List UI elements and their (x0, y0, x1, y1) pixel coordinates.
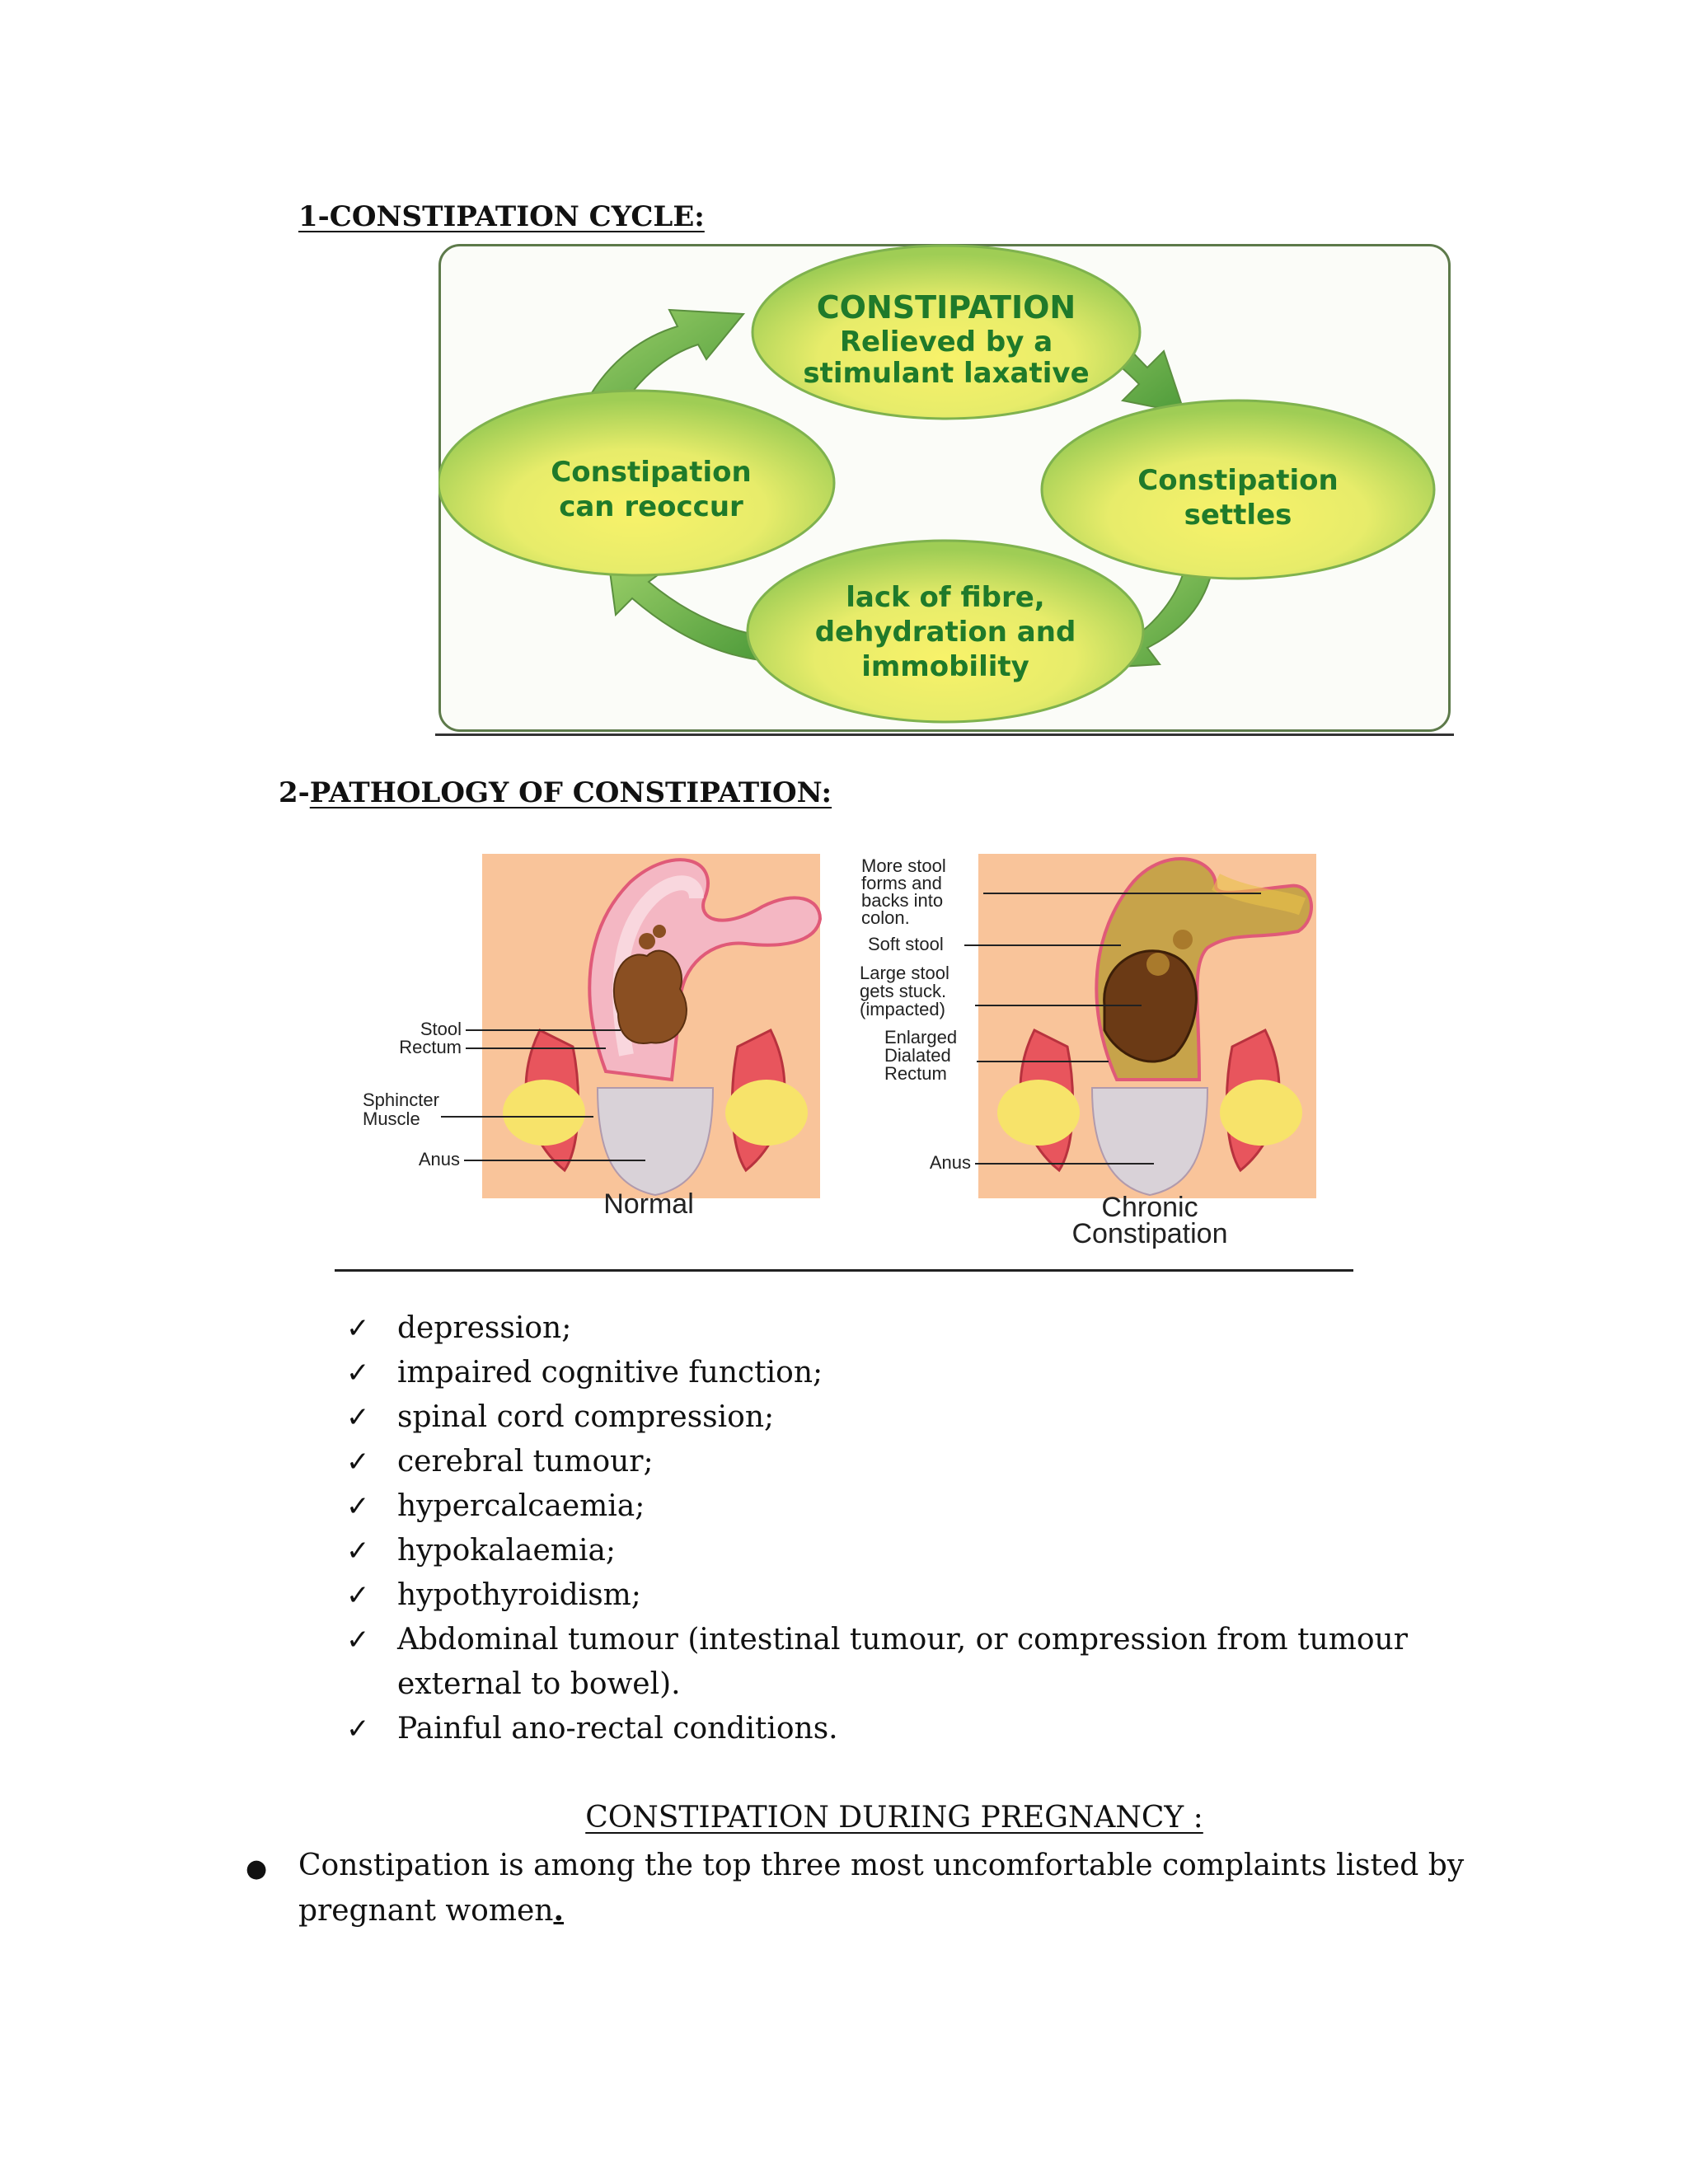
label-large-stool-1: Large stool (860, 963, 950, 983)
label-rectum-chronic: Rectum (884, 1063, 947, 1084)
list-item-text: Painful ano-rectal conditions. (397, 1712, 838, 1746)
pregnancy-paragraph-text: Constipation is among the top three most uncomfortable complaints listed by pregnant women (298, 1849, 1465, 1928)
list-item-text: Abdominal tumour (intestinal tumour, or compression from tumour external to bowel). (397, 1623, 1408, 1701)
bullet-icon: ● (246, 1854, 268, 1883)
constipation-cycle-diagram (438, 244, 1451, 732)
list-item-text: hypothyroidism; (397, 1578, 641, 1612)
list-item-text: depression; (397, 1311, 572, 1345)
section-heading-pathology (279, 776, 832, 809)
pregnancy-paragraph-end: . (553, 1893, 565, 1928)
label-large-stool-2: gets stuck. (860, 981, 947, 1001)
label-muscle: Muscle (363, 1108, 420, 1129)
check-icon: ✓ (346, 1535, 370, 1568)
list-item (346, 1529, 1500, 1573)
list-item (346, 1573, 1500, 1618)
cycle-bottom-line-3: immobility (861, 650, 1029, 683)
pregnancy-heading: CONSTIPATION DURING PREGNANCY : (585, 1801, 1203, 1835)
cycle-right-line-2: settles (1184, 499, 1292, 532)
normal-rectum-illustration (482, 854, 820, 1198)
list-item (346, 1440, 1500, 1484)
list-item (346, 1395, 1500, 1440)
list-item (346, 1484, 1500, 1529)
pregnancy-paragraph (298, 1844, 1469, 1933)
caption-normal: Normal (603, 1188, 694, 1220)
label-more-stool-4: colon. (861, 907, 910, 928)
list-item-text: spinal cord compression; (397, 1400, 775, 1434)
check-icon: ✓ (346, 1446, 370, 1479)
label-dialated: Dialated (884, 1045, 951, 1066)
rectum-anatomy-figure (334, 841, 1356, 1265)
cycle-underline (435, 733, 1454, 736)
section-heading-constipation-cycle: 1-CONSTIPATION CYCLE: (298, 200, 705, 233)
label-more-stool-2: forms and (861, 873, 942, 893)
cycle-right-line-1: Constipation (1137, 464, 1339, 497)
list-item (346, 1618, 1500, 1707)
label-more-stool-3: backs into (861, 890, 944, 911)
cycle-bottom-line-1: lack of fibre, (846, 581, 1045, 614)
list-item-text: cerebral tumour; (397, 1445, 654, 1479)
list-item (346, 1306, 1500, 1351)
check-icon: ✓ (346, 1579, 370, 1612)
list-item-text: hypokalaemia; (397, 1534, 617, 1568)
section-heading-prefix: 2- (279, 776, 310, 809)
check-icon: ✓ (346, 1713, 370, 1746)
section-heading-title: PATHOLOGY OF CONSTIPATION: (309, 776, 832, 809)
cycle-top-line-2: Relieved by a (839, 326, 1053, 359)
label-more-stool-1: More stool (861, 855, 946, 876)
list-item (346, 1351, 1500, 1395)
anatomy-underline (335, 1269, 1353, 1272)
check-icon: ✓ (346, 1490, 370, 1523)
label-sphincter: Sphincter (363, 1090, 439, 1110)
cycle-left-line-2: can reoccur (559, 490, 743, 523)
label-stool: Stool (420, 1019, 462, 1039)
caption-chronic-2: Constipation (1071, 1218, 1228, 1249)
cycle-top-line-1: CONSTIPATION (816, 289, 1076, 326)
list-item-text: impaired cognitive function; (397, 1356, 823, 1390)
check-icon: ✓ (346, 1401, 370, 1434)
cycle-top-line-3: stimulant laxative (803, 357, 1090, 390)
label-anus-normal: Anus (418, 1149, 460, 1169)
cycle-left-line-1: Constipation (551, 456, 752, 489)
label-enlarged: Enlarged (884, 1027, 958, 1047)
check-icon: ✓ (346, 1357, 370, 1390)
label-rectum: Rectum (399, 1037, 462, 1057)
check-icon: ✓ (346, 1312, 370, 1345)
label-soft-stool: Soft stool (868, 934, 944, 954)
chronic-constipation-illustration (978, 854, 1316, 1198)
list-item (346, 1707, 1500, 1751)
list-item-text: hypercalcaemia; (397, 1489, 645, 1523)
label-large-stool-3: (impacted) (860, 999, 945, 1019)
check-icon: ✓ (346, 1624, 370, 1657)
causes-checklist (346, 1306, 1500, 1751)
label-anus-chronic: Anus (929, 1152, 971, 1173)
caption-chronic-1: Chronic (1101, 1192, 1198, 1223)
cycle-bottom-line-2: dehydration and (814, 616, 1076, 649)
